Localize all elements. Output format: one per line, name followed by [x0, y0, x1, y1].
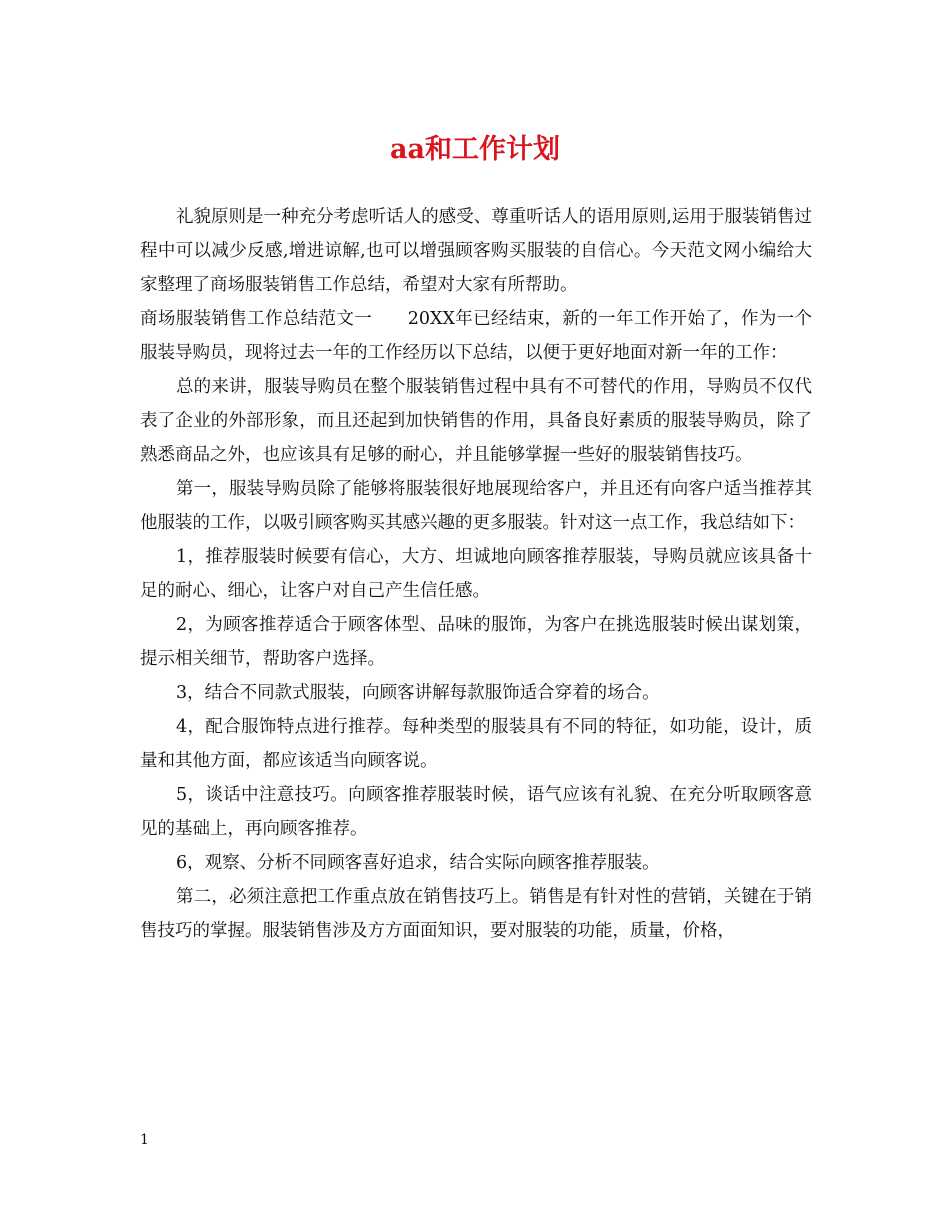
paragraph-point-one: 第一，服装导购员除了能够将服装很好地展现给客户，并且还有向客户适当推荐其他服装的工作，以吸引顾客购买其感兴趣的更多服装。针对这一点工作，我总结如下： [140, 479, 812, 533]
list-item-3: 3，结合不同款式服装，向顾客讲解每款服饰适合穿着的场合。 [176, 683, 660, 703]
list-item-2: 2，为顾客推荐适合于顾客体型、品味的服饰，为客户在挑选服装时候出谋划策，提示相关细节，帮助客户选择。 [140, 615, 812, 669]
paragraph-summary-heading: 商场服装销售工作总结范文一 20XX年已经结束，新的一年工作开始了，作为一个服装导购员，现将过去一年的工作经历以下总结，以便于更好地面对新一年的工作： [140, 309, 812, 363]
paragraph-overview: 总的来讲，服装导购员在整个服装销售过程中具有不可替代的作用，导购员不仅代表了企业的外部形象，而且还起到加快销售的作用，具备良好素质的服装导购员，除了熟悉商品之外，也应该具有足够的耐心，并且能够掌握一些好的服装销售技巧。 [140, 377, 812, 465]
page-number: 1 [140, 1132, 149, 1148]
document-body [140, 200, 812, 948]
paragraph-point-two: 第二，必须注意把工作重点放在销售技巧上。销售是有针对性的营销，关键在于销售技巧的掌握。服装销售涉及方方面面知识，要对服装的功能，质量，价格， [140, 887, 812, 941]
list-item-5: 5，谈话中注意技巧。向顾客推荐服装时候，语气应该有礼貌、在充分听取顾客意见的基础上，再向顾客推荐。 [140, 785, 812, 839]
paragraph-intro: 礼貌原则是一种充分考虑听话人的感受、尊重听话人的语用原则,运用于服装销售过程中可以减少反感,增进谅解,也可以增强顾客购买服装的自信心。今天范文网小编给大家整理了商场服装销售工作总结，希望对大家有所帮助。 [140, 207, 812, 295]
list-item-1: 1，推荐服装时候要有信心，大方、坦诚地向顾客推荐服装，导购员就应该具备十足的耐心、细心，让客户对自己产生信任感。 [140, 547, 812, 601]
document-title: aa和工作计划 [390, 134, 560, 165]
list-item-4: 4，配合服饰特点进行推荐。每种类型的服装具有不同的特征，如功能，设计，质量和其他方面，都应该适当向顾客说。 [140, 717, 812, 771]
list-item-6: 6，观察、分析不同顾客喜好追求，结合实际向顾客推荐服装。 [176, 853, 660, 873]
